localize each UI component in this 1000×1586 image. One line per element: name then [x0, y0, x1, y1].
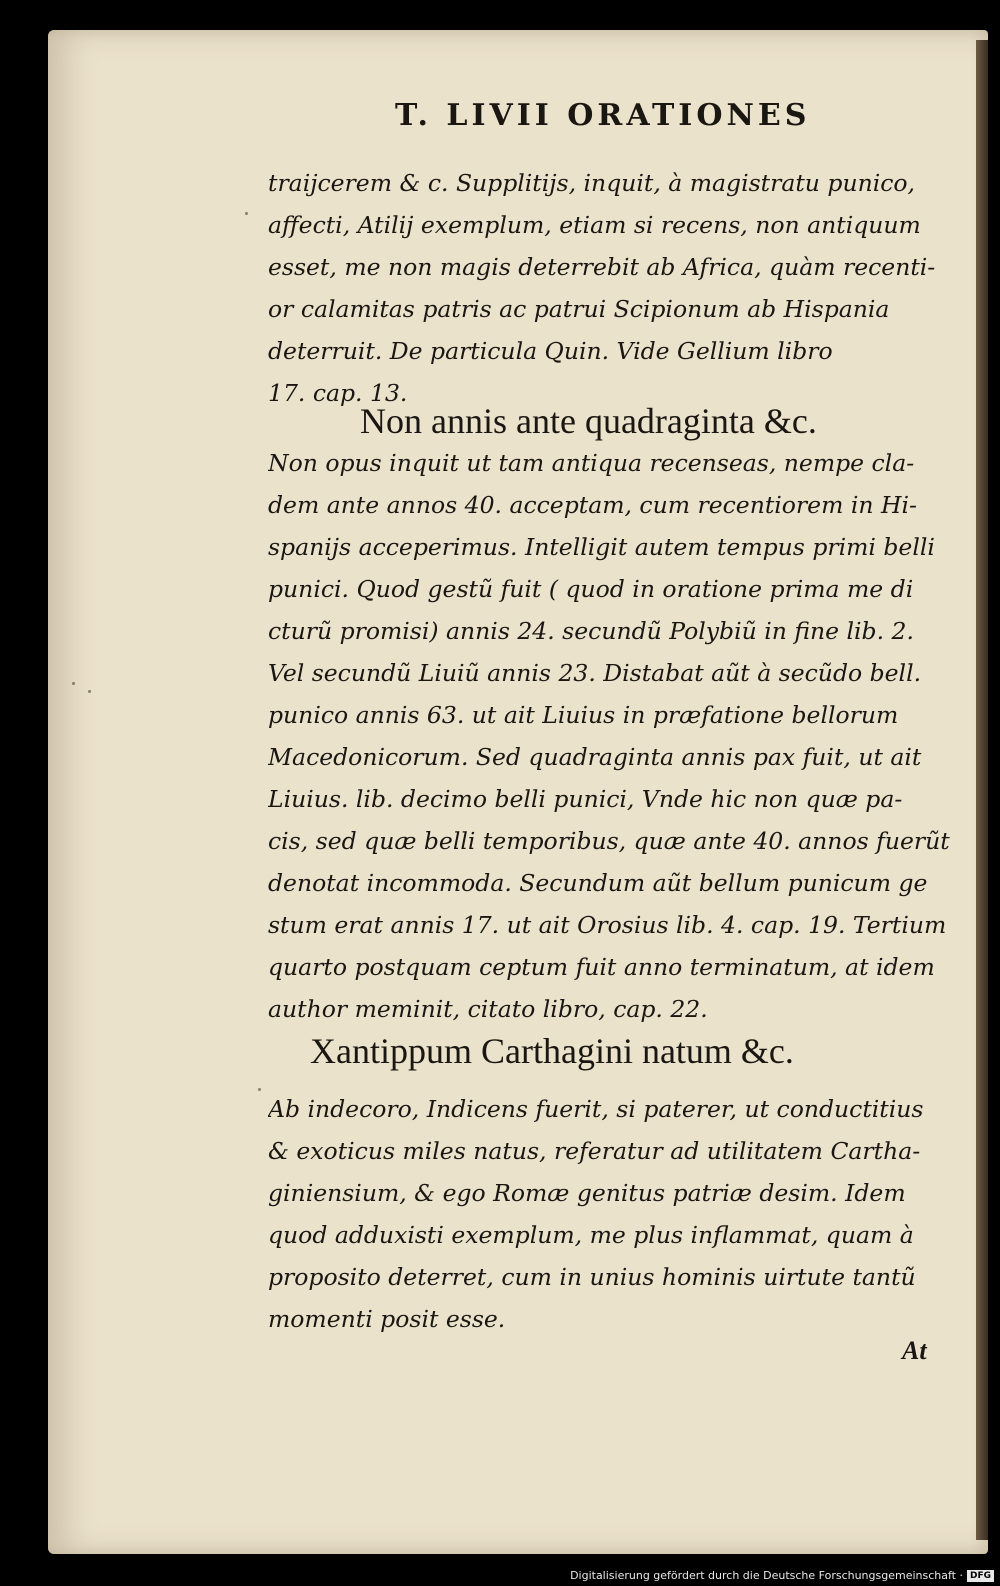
text-line: giniensium, & ego Romæ genitus patriæ desim. Idem	[268, 1179, 906, 1207]
text-line: esset, me non magis deterrebit ab Africa, quàm recenti-	[268, 253, 936, 281]
text-line: punici. Quod gestũ fuit ( quod in oratione prima me di	[268, 575, 914, 603]
text-line: traijcerem & c. Supplitijs, inquit, à magistratu punico,	[268, 169, 916, 197]
text-line: momenti posit esse.	[268, 1305, 506, 1333]
text-line: Liuius. lib. decimo belli punici, Vnde hic non quæ pa-	[268, 785, 903, 813]
text-line: quod adduxisti exemplum, me plus inflammat, quam à	[268, 1221, 914, 1249]
text-block-1	[268, 162, 958, 414]
text-line: Macedonicorum. Sed quadraginta annis pax fuit, ut ait	[268, 743, 922, 771]
page-fore-edge	[976, 40, 988, 1540]
credit-text: Digitalisierung gefördert durch die Deutsche Forschungsgemeinschaft ·	[570, 1569, 963, 1582]
text-block-3	[268, 1088, 958, 1340]
section-heading-1: Non annis ante quadraginta &c.	[360, 401, 817, 441]
text-line: deterruit. De particula Quin. Vide Gellium libro	[268, 337, 833, 365]
text-line: proposito deterret, cum in unius hominis uirtute tantũ	[268, 1263, 916, 1291]
catchword: At	[902, 1336, 927, 1365]
text-line: dem ante annos 40. acceptam, cum recentiorem in Hi-	[268, 491, 917, 519]
text-line: & exoticus miles natus, referatur ad utilitatem Cartha-	[268, 1137, 921, 1165]
text-line: punico annis 63. ut ait Liuius in præfatione bellorum	[268, 701, 899, 729]
text-block-2	[268, 442, 958, 1030]
section-heading-2: Xantippum Carthagini natum &c.	[310, 1031, 794, 1071]
text-line: stum erat annis 17. ut ait Orosius lib. 4. cap. 19. Tertium	[268, 911, 947, 939]
paper-speck	[72, 682, 75, 685]
text-line: or calamitas patris ac patrui Scipionum ab Hispania	[268, 295, 890, 323]
text-line: author meminit, citato libro, cap. 22.	[268, 995, 708, 1023]
text-line: 17. cap. 13.	[268, 379, 408, 407]
paper-speck	[88, 690, 91, 693]
dfg-logo: DFG	[967, 1570, 994, 1582]
text-line: affecti, Atilij exemplum, etiam si recens, non antiquum	[268, 211, 921, 239]
text-line: cis, sed quæ belli temporibus, quæ ante 40. annos fuerũt	[268, 827, 950, 855]
digitization-credit	[570, 1569, 994, 1582]
text-line: spanijs acceperimus. Intelligit autem tempus primi belli	[268, 533, 935, 561]
paper-speck	[258, 1088, 261, 1091]
text-line: Ab indecoro, Indicens fuerit, si paterer, ut conductitius	[268, 1095, 924, 1123]
paper-speck	[245, 212, 248, 215]
text-line: Vel secundũ Liuiũ annis 23. Distabat aũt à secũdo bell.	[268, 659, 922, 687]
text-line: cturũ promisi) annis 24. secundũ Polybiũ in fine lib. 2.	[268, 617, 914, 645]
text-line: Non opus inquit ut tam antiqua recenseas, nempe cla-	[268, 449, 915, 477]
text-line: denotat incommoda. Secundum aũt bellum punicum ge	[268, 869, 928, 897]
running-head: T. LIVII ORATIONES	[395, 98, 811, 133]
text-line: quarto postquam ceptum fuit anno terminatum, at idem	[268, 953, 935, 981]
